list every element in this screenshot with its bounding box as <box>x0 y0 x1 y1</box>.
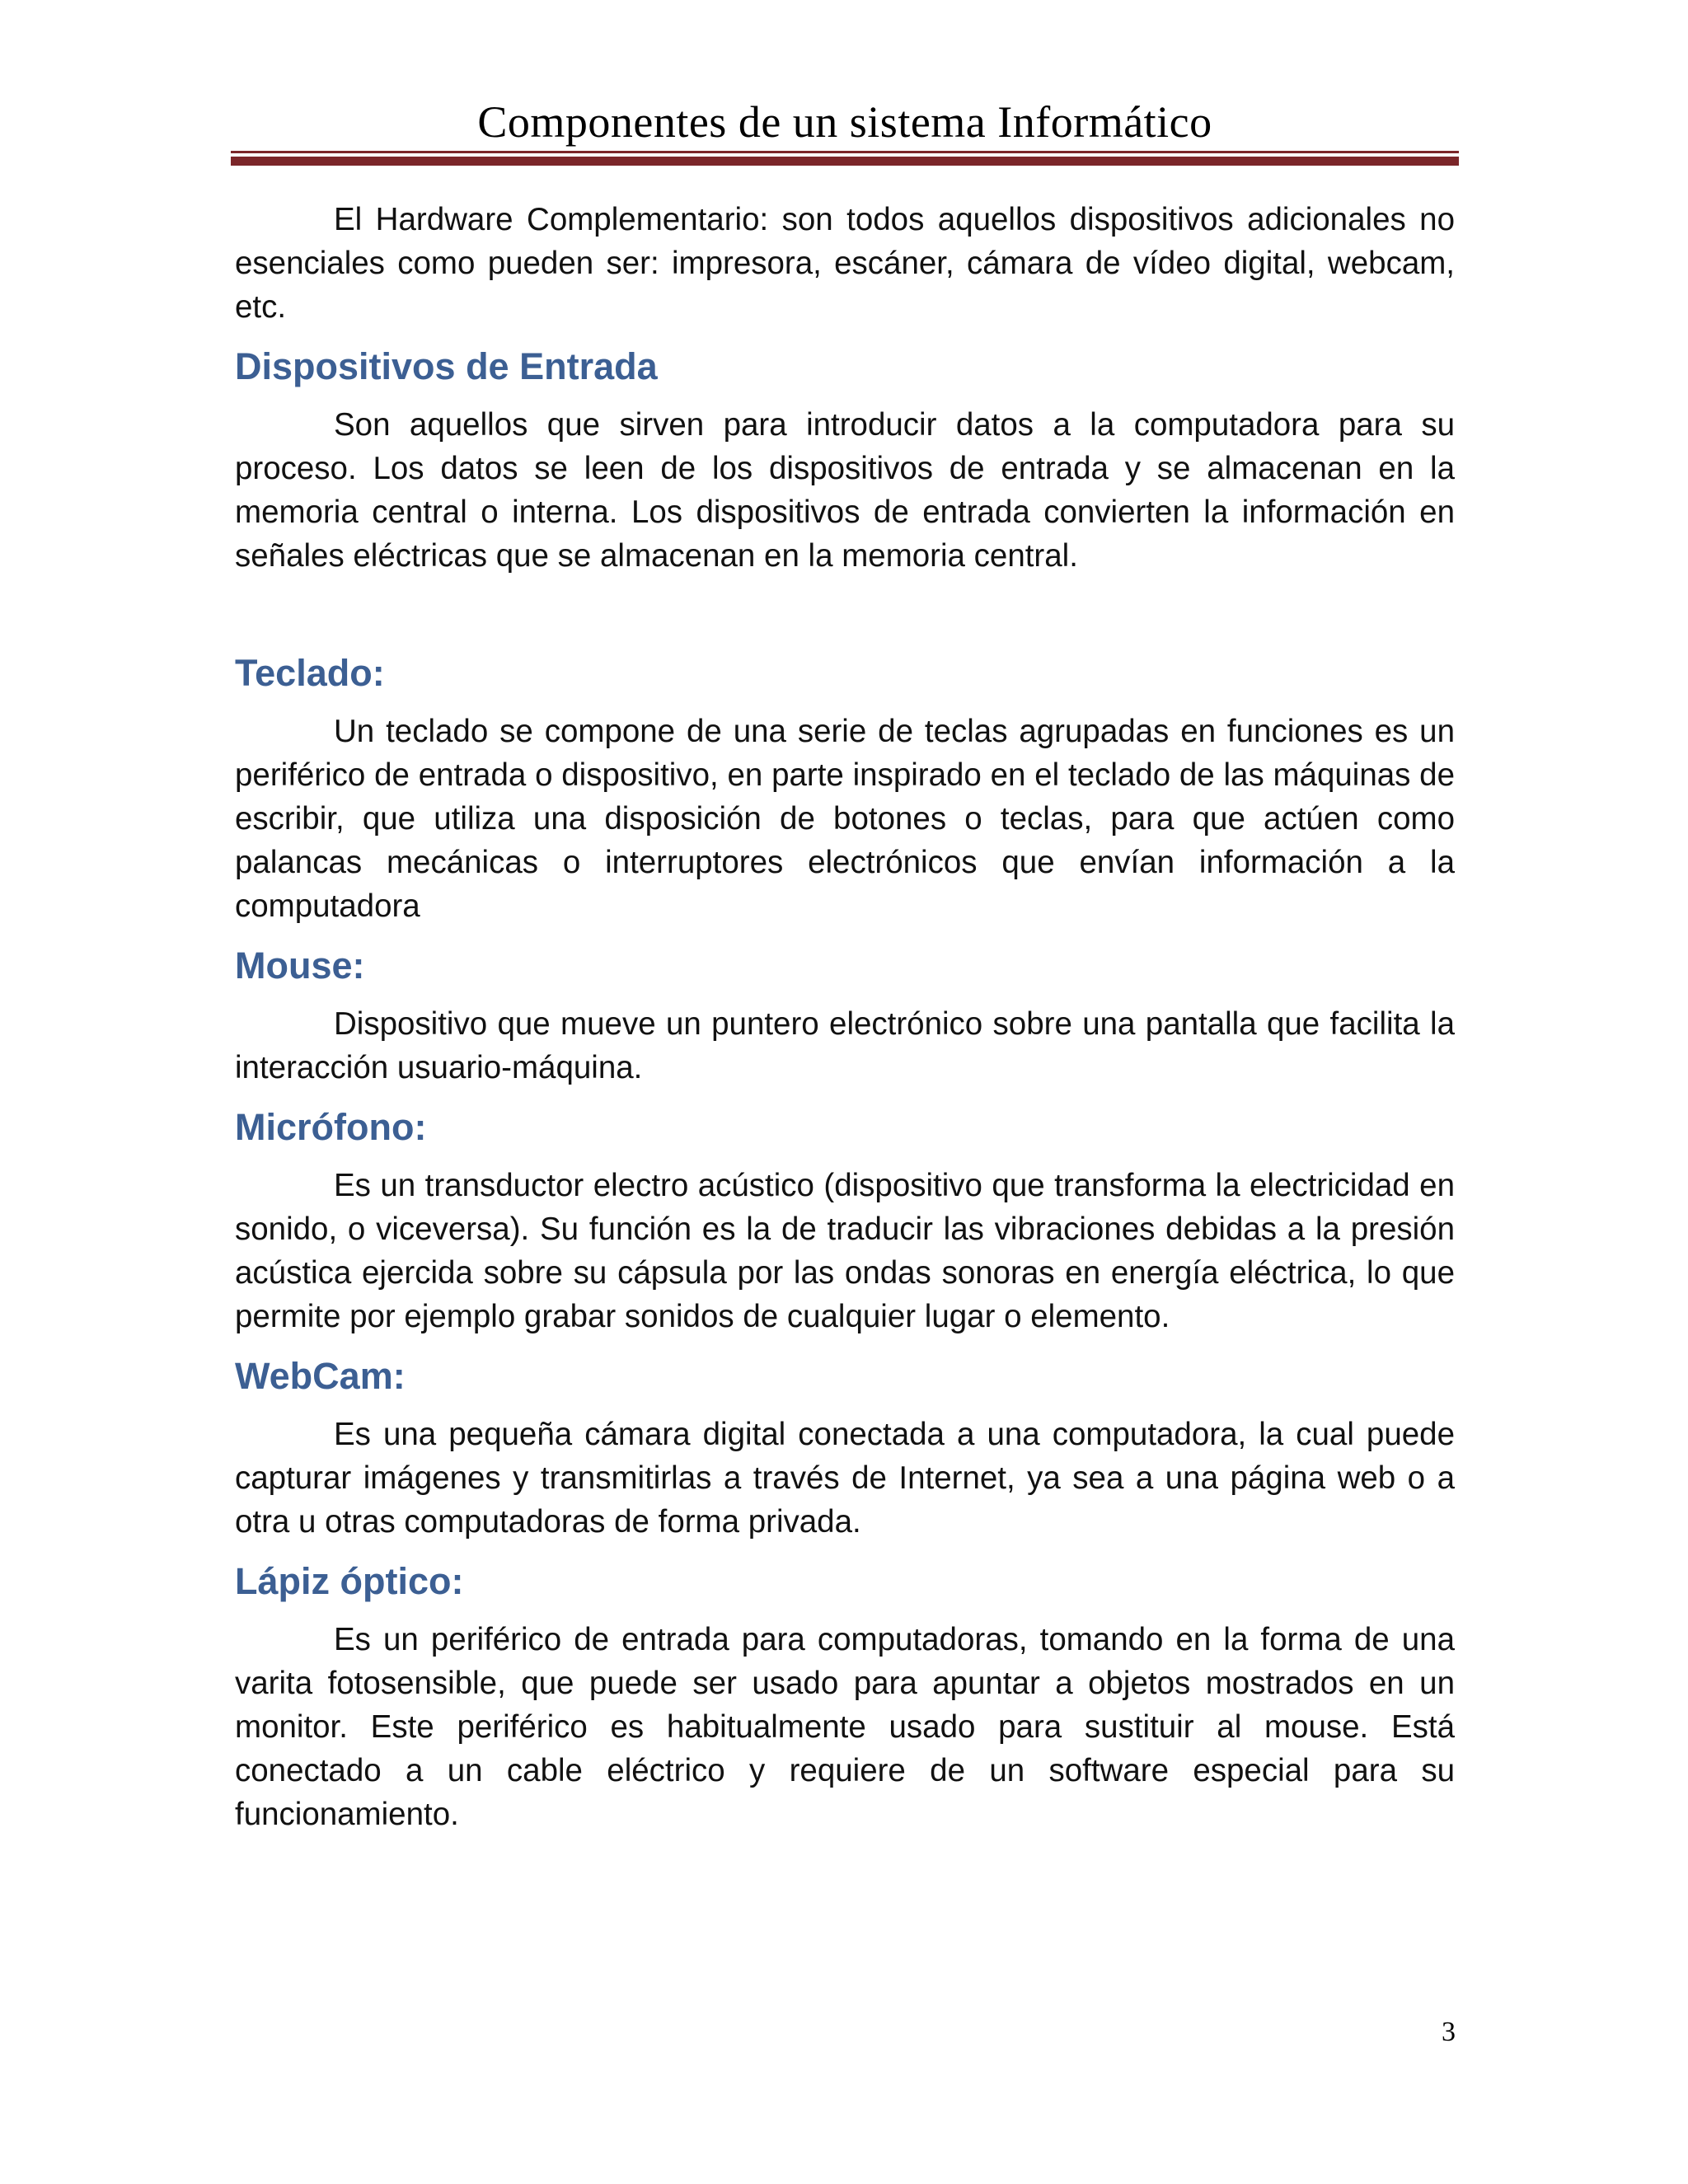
page-header <box>231 95 1459 169</box>
paragraph-lapiz-optico: Es un periférico de entrada para computadoras, tomando en la forma de una varita fotosensible, que puede ser usado para apuntar a objetos mostrados en un monitor. Este periférico es habitualmente usado para sustituir al mouse. Está conectado a un cable eléctrico y requiere de un software especial para su funcionamiento. <box>235 1622 1455 1832</box>
paragraph-webcam: Es una pequeña cámara digital conectada a una computadora, la cual puede capturar imágenes y transmitirlas a través de Internet, ya sea a una página web o a otra u otras computadoras de forma privada. <box>235 1417 1455 1540</box>
heading-dispositivos-de-entrada: Dispositivos de Entrada <box>235 345 658 387</box>
header-rule-thin <box>231 151 1459 153</box>
heading-webcam: WebCam: <box>235 1355 406 1397</box>
paragraph-hardware-complementario: El Hardware Complementario: son todos aquellos dispositivos adicionales no esenciales como pueden ser: impresora, escáner, cámara de vídeo digital, webcam, etc. <box>235 202 1455 325</box>
paragraph-dispositivos-de-entrada: Son aquellos que sirven para introducir datos a la computadora para su proceso. Los datos se leen de los dispositivos de entrada y se almacenan en la memoria central o interna. Los dispositivos de entrada convierten la información en señales eléctricas que se almacenan en la memoria central. <box>235 407 1455 574</box>
heading-teclado: Teclado: <box>235 652 385 694</box>
heading-lapiz-optico: Lápiz óptico: <box>235 1560 464 1602</box>
header-rule-thick <box>231 157 1459 166</box>
page-number: 3 <box>1442 2017 1456 2047</box>
paragraph-teclado: Un teclado se compone de una serie de teclas agrupadas en funciones es un periférico de entrada o dispositivo, en parte inspirado en el teclado de las máquinas de escribir, que utiliza una disposición de botones o teclas, para que actúen como palancas mecánicas o interruptores electrónicos que envían información a la computadora <box>235 714 1455 924</box>
paragraph-microfono: Es un transductor electro acústico (dispositivo que transforma la electricidad en sonido, o viceversa). Su función es la de traducir las vibraciones debidas a la presión acústica ejercida sobre su cápsula por las ondas sonoras en energía eléctrica, lo que permite por ejemplo grabar sonidos de cualquier lugar o elemento. <box>235 1168 1455 1334</box>
document-title: Componentes de un sistema Informático <box>477 97 1212 147</box>
paragraph-mouse: Dispositivo que mueve un puntero electrónico sobre una pantalla que facilita la interacción usuario-máquina. <box>235 1006 1455 1085</box>
heading-mouse: Mouse: <box>235 944 365 987</box>
heading-microfono: Micrófono: <box>235 1106 427 1148</box>
document-body <box>235 198 1455 1836</box>
